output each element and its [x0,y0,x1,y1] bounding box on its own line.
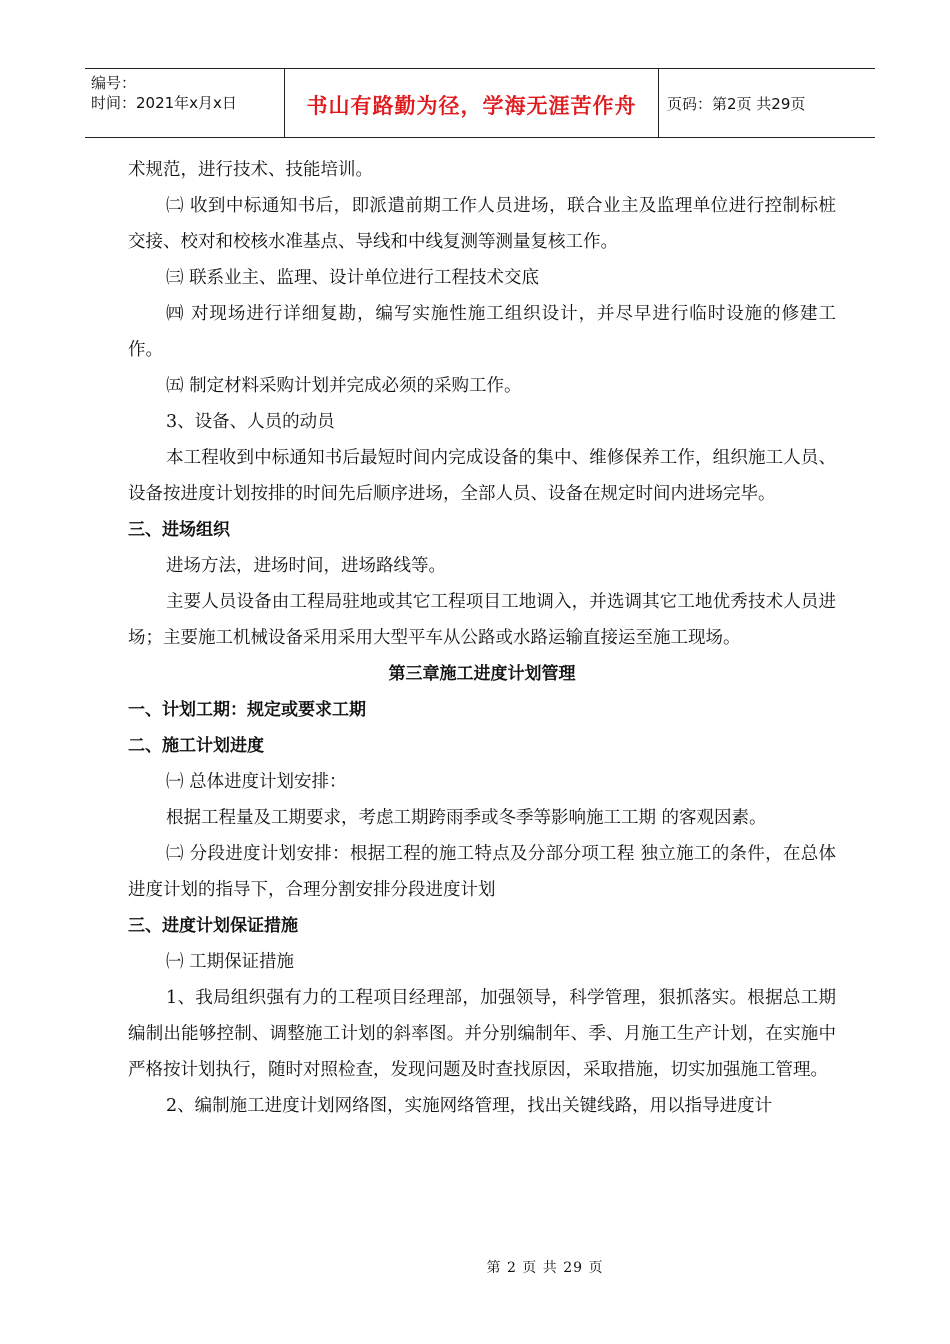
section-heading: 一、计划工期：规定或要求工期 [128,700,366,720]
paragraph: ㈢ 联系业主、监理、设计单位进行工程技术交底 [166,268,540,288]
header-page-number: 页码：第2页 共29页 [667,94,806,113]
page-header [85,68,875,138]
paragraph: ㈡ 分段进度计划安排：根据工程的施工特点及分部分项工程 独立施工的条件，在总体进度计划的指导下，合理分割安排分段进度计划 [128,844,836,900]
paragraph: 术规范，进行技术、技能培训。 [128,160,373,180]
paragraph: ㈣ 对现场进行详细复勘，编写实施性施工组织设计，并尽早进行临时设施的修建工作。 [128,304,836,360]
paragraph: 3、设备、人员的动员 [166,412,335,432]
chapter-title: 第三章施工进度计划管理 [388,664,576,684]
paragraph: 进场方法，进场时间，进场路线等。 [166,556,446,576]
paragraph: 根据工程量及工期要求，考虑工期跨雨季或冬季等影响施工工期 的客观因素。 [166,808,767,828]
paragraph: ㈠ 工期保证措施 [166,952,295,972]
paragraph: ㈡ 收到中标通知书后，即派遣前期工作人员进场，联合业主及监理单位进行控制标桩交接、校对和校核水准基点、导线和中线复测等测量复核工作。 [128,196,836,252]
paragraph: 本工程收到中标通知书后最短时间内完成设备的集中、维修保养工作，组织施工人员、设备按进度计划按排的时间先后顺序进场，全部人员、设备在规定时间内进场完毕。 [128,448,836,504]
section-heading: 二、施工计划进度 [128,736,264,756]
section-heading: 三、进场组织 [128,520,230,540]
section-heading: 三、进度计划保证措施 [128,916,298,936]
paragraph: 1、我局组织强有力的工程项目经理部，加强领导，科学管理，狠抓落实。根据总工期编制出能够控制、调整施工计划的斜率图。并分别编制年、季、月施工生产计划，在实施中严格按计划执行，随时对照检查，发现问题及时查找原因，采取措施，切实加强施工管理。 [128,988,836,1080]
document-time-label: 时间：2021年x月x日 [91,94,237,112]
document-code-label: 编号： [91,74,137,92]
paragraph: ㈤ 制定材料采购计划并完成必须的采购工作。 [166,376,522,396]
paragraph: 主要人员设备由工程局驻地或其它工程项目工地调入，并选调其它工地优秀技术人员进场；主要施工机械设备采用采用大型平车从公路或水路运输直接运至施工现场。 [128,592,836,648]
header-motto: 书山有路勤为径，学海无涯苦作舟 [285,69,659,137]
page-footer: 第 2 页 共 29 页 [486,1260,604,1276]
paragraph: 2、编制施工进度计划网络图，实施网络管理，找出关键线路，用以指导进度计 [166,1096,773,1116]
document-body [128,152,836,1124]
paragraph: ㈠ 总体进度计划安排： [166,772,347,792]
header-meta [85,69,285,137]
